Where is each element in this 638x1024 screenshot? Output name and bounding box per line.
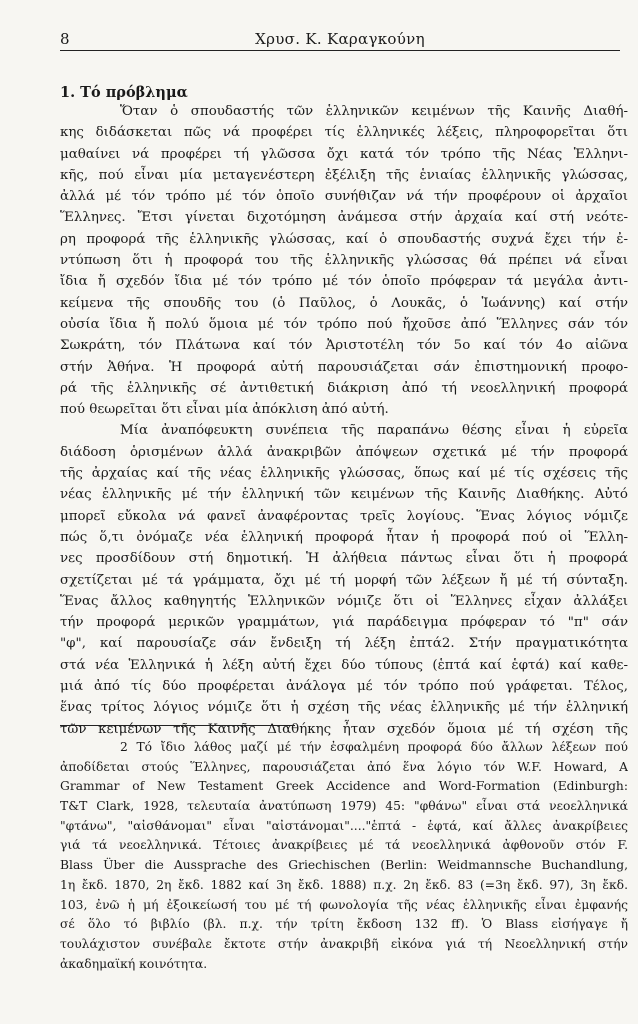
text-line: "φ", καί παρουσίαζε σάν ἔνδειξη τή λέξη ἐπτά2. Στήν πραγματικότητα xyxy=(60,636,628,652)
text-line: Ἕνας ἄλλος καθηγητής Ἑλληνικῶν νόμιζε ὅτι οἱ Ἕλληνες εἶχαν ἀλλάξει xyxy=(60,593,628,609)
text-line: κείμενα τῆς σπουδῆς του (ὁ Παῦλος, ὁ Λουκᾶς, ὁ Ἰωάννης) καί στήν xyxy=(60,295,628,311)
text-line: τήν προφορά μερικῶν γραμμάτων, γιά παράδειγμα πρόφεραν τό "π" σάν xyxy=(60,615,628,631)
text-line: μαθαίνει νά προφέρει τή γλῶσσα ὄχι κατά τόν τρόπο τῆς Νέας Ἑλληνι- xyxy=(60,146,628,162)
text-line: στά νέα Ἑλληνικά ἡ λέξη αὐτή ἔχει δύο τύπους (ἑπτά καί ἑφτά) καί καθε- xyxy=(60,657,628,673)
text-line: 1η ἔκδ. 1870, 2η ἔκδ. 1882 καί 3η ἔκδ. 1888) π.χ. 2η ἔκδ. 83 (=3η ἔκδ. 97), 3η ἔκδ. xyxy=(60,877,628,892)
section-title: 1. Τό πρόβλημα xyxy=(60,84,188,101)
text-line: μιά ἀπό τίς δύο προφέρεται ἀνάλογα μέ τόν τρόπο πού γράφεται. Τέλος, xyxy=(60,679,628,695)
text-line: κῆς, πού εἶναι μία μεταγενέστερη ἐξέλιξη τῆς ἑνιαίας ἑλληνικῆς γλώσσας, xyxy=(60,167,628,183)
main-text xyxy=(60,101,628,740)
paragraph-1 xyxy=(60,101,628,420)
text-line: ντύπωση ὅτι ἡ προφορά του τῆς ἑλληνικῆς γλώσσας θά πρέπει νά εἶναι xyxy=(60,253,628,269)
page-number: 8 xyxy=(60,30,70,48)
text-line: νέας ἑλληνικῆς μέ τήν ἑλληνική τῶν κειμένων τῆς Καινῆς Διαθήκης. Αὐτό xyxy=(60,487,628,503)
text-line: κης διδάσκεται πῶς νά προφέρει τίς ἑλληνικές λέξεις, πληροφορεῖται ὅτι xyxy=(60,125,628,141)
text-line: Σωκράτη, τόν Πλάτωνα καί τόν Ἀριστοτέλη τόν 5ο καί τόν 4ο αἰῶνα xyxy=(60,338,628,354)
text-line: ἕνας τρίτος λόγιος νόμιζε ὅτι ἡ σχέση τῆς νέας ἑλληνικῆς μέ τήν ἑλληνική xyxy=(60,700,628,716)
text-line: ἴδια ἤ σχεδόν ἴδια μέ τόν τρόπο μέ τόν ὁποῖο πρόφεραν τά μεγάλα ἀντι- xyxy=(60,274,628,290)
text-line: τουλάχιστον συνέβαλε ἔκτοτε στήν ἀνακριβῆ εἰκόνα γιά τή Νεοελληνική στήν xyxy=(60,936,628,951)
text-line: νες προσδίδουν στή δημοτική. Ἡ ἀλήθεια πάντως εἶναι ὅτι ἡ προφορά xyxy=(60,551,628,567)
text-line: οὐσία ἴδια ἤ πολύ ὅμοια μέ τόν τρόπο πού ἤχοῦσε ἀπό Ἕλληνες σάν τόν xyxy=(60,316,628,332)
text-line: 2 Τό ἴδιο λάθος μαζί μέ τήν ἐσφαλμένη προφορά δύο ἄλλων λέξεων πού xyxy=(120,740,628,754)
text-line: διάδοση ὁρισμένων ἀλλά ἀνακριβῶν ἀπόψεων σχετικά μέ τήν προφορά xyxy=(60,444,628,460)
text-line: ρά τῆς ἑλληνικῆς σέ ἀντιθετική διάκριση ἀπό τή νεοελληνική προφορά xyxy=(60,380,628,396)
running-head: Χρυσ. Κ. Καραγκούνη xyxy=(255,30,425,48)
text-line: ρη προφορά τῆς ἑλληνικῆς γλώσσας, καί ὁ σπουδαστής συχνά ἔχει τήν ἐ- xyxy=(60,231,628,247)
text-line: ἀλλά μέ τόν τρόπο μέ τόν ὁποῖο συνήθιζαν νά τήν προφέρουν οἱ ἀρχαῖοι xyxy=(60,189,628,205)
text-line: σέ ὅλο τό βιβλίο (βλ. π.χ. τήν τρίτη ἔκδοση 132 ff). Ὁ Blass εἰσήγαγε ἤ xyxy=(60,917,628,932)
page-header xyxy=(60,28,620,51)
footnote xyxy=(60,738,628,974)
text-line: γιά τά νεοελληνικά. Τέτοιες ἀνακρίβειες μέ τά νεοελληνικά ἀφθονοῦν στόν F. xyxy=(60,838,628,853)
text-line: μπορεῖ εὔκολα νά φανεῖ ἀναφέροντας τρεῖς λογίους. Ἕνας λόγιος νόμιζε xyxy=(60,508,628,524)
paragraph-2 xyxy=(60,420,628,739)
text-line: στήν Ἀθήνα. Ἡ προφορά αὐτή παρουσιάζεται σάν ἐπιστημονική προφο- xyxy=(60,359,628,375)
text-line: τῶν κειμένων τῆς Καινῆς Διαθήκης ἦταν σχεδόν ὅμοια μέ τή σχέση τῆς xyxy=(60,721,628,737)
text-line: πώς ὅ,τι ὀνόμαζε νέα ἑλληνική προφορά ἦταν ἡ προφορά πού οἱ Ἕλλη- xyxy=(60,529,628,545)
text-line: Ἕλληνες. Ἔτσι γίνεται διχοτόμηση ἀνάμεσα στήν ἀρχαία καί στή νεότε- xyxy=(60,210,628,226)
text-line: σχετίζεται μέ τά γράμματα, ὄχι μέ τή μορφή τῶν λέξεων ἤ μέ τή σύνταξη. xyxy=(60,572,628,588)
text-line: ἀκαδημαϊκή κοινότητα. xyxy=(60,956,208,971)
text-line: 103, ἐνῶ ἡ μή ἐξοικείωσή του μέ τή φωνολογία τῆς νέας ἑλληνικῆς εἶναι ἐμφανής xyxy=(60,897,628,912)
text-line: πού θεωρεῖται ὅτι εἶναι μία ἀπόκλιση ἀπό αὐτή. xyxy=(60,402,389,418)
text-line: τῆς ἀρχαίας καί τῆς νέας ἑλληνικῆς γλώσσας, ὅπως καί μέ τίς σχέσεις τῆς xyxy=(60,466,628,482)
text-line: ἀποδίδεται στούς Ἕλληνες, παρουσιάζεται ἀπό ἕνα λόγιο τόν W.F. Howard, A xyxy=(60,759,628,774)
text-line: Blass Über die Aussprache des Griechischen (Berlin: Weidmannsche Buchandlung, xyxy=(60,858,628,873)
text-line: T&T Clark, 1928, τελευταία ἀνατύπωση 1979) 45: "φθάνω" εἶναι στά νεοελληνικά xyxy=(60,799,628,814)
text-line: Ὅταν ὁ σπουδαστής τῶν ἑλληνικῶν κειμένων τῆς Καινῆς Διαθή- xyxy=(120,104,628,119)
text-line: "φτάνω", "αἰσθάνομαι" εἶναι "αἰστάνομαι"...."ἑπτά - ἑφτά, καί ἄλλες ἀνακρίβειες xyxy=(60,818,628,833)
text-line: Grammar of New Testament Greek Accidence and Word-Formation (Edinburgh: xyxy=(60,779,628,794)
footnote-rule xyxy=(60,725,295,726)
text-line: Μία ἀναπόφευκτη συνέπεια τῆς παραπάνω θέσης εἶναι ἡ εὐρεῖα xyxy=(120,423,628,439)
